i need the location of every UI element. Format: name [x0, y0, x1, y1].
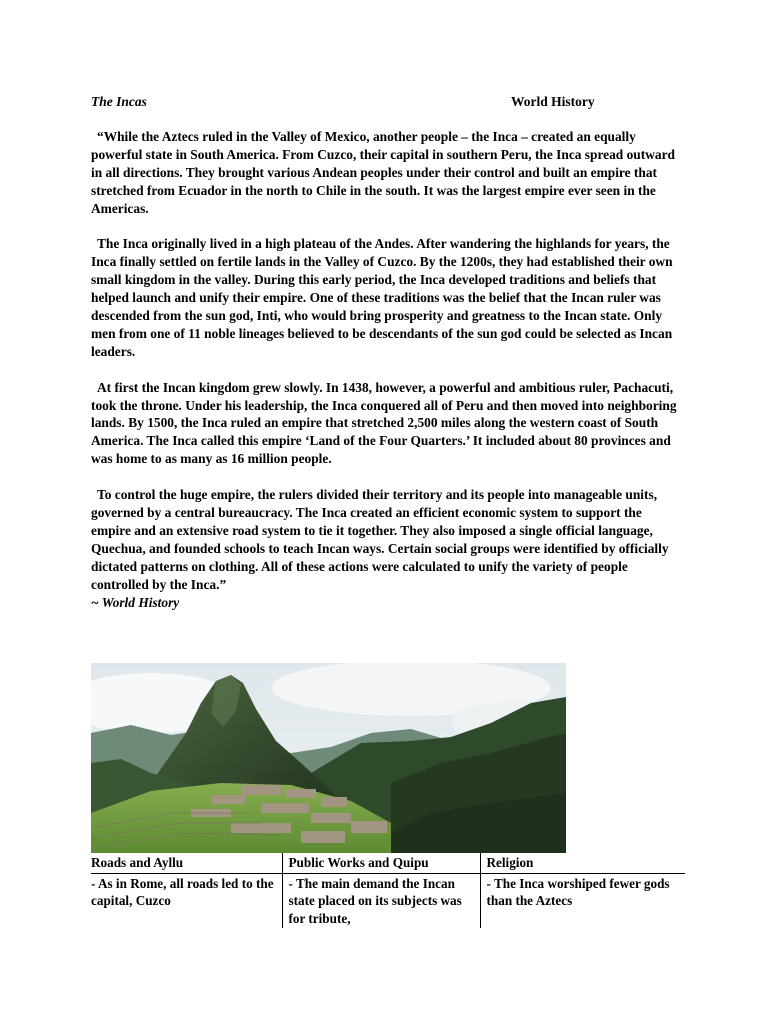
paragraph-3: At first the Incan kingdom grew slowly. In 1438, however, a powerful and ambitious ruler, Pachacuti, took the throne. Under his leadership, the Inca conquered all of Peru and then moved into neighboring lands. By 1500, the Inca ruled an empire that stretched 2,500 miles along the western coast of South America. The Inca called this empire ‘Land of the Four Quarters.’ It included about 80 provinces and was home to as many as 16 million people.: [91, 379, 677, 467]
machu-picchu-photo: [91, 663, 566, 853]
table-header-row: [91, 853, 685, 873]
cell-roads: - As in Rome, all roads led to the capital, Cuzco: [91, 875, 274, 908]
paragraph-1: “While the Aztecs ruled in the Valley of Mexico, another people – the Inca – created an equally powerful state in South America. From Cuzco, their capital in southern Peru, the Inca spread outward in all directions. They brought various Andean peoples under their control and built an empire that stretched from Ecuador in the north to Chile in the south. It was the largest empire ever seen in the Americas.: [91, 129, 675, 216]
header-public-works-and-quipu: Public Works and Quipu: [282, 853, 480, 873]
header-roads-and-ayllu: Roads and Ayllu: [91, 853, 282, 873]
header-religion: Religion: [480, 853, 685, 873]
paragraph-4: To control the huge empire, the rulers divided their territory and its people into manageable units, governed by a central bureaucracy. The Inca created an efficient economic system to support the empire and an extensive road system to tie it together. They also imposed a single official language, Quechua, and founded schools to teach Incan ways. Certain social groups were identified by officially dictated patterns on clothing. All of these actions were calculated to unify the variety of people controlled by the Inca.”: [91, 487, 669, 592]
table-row: [91, 873, 685, 928]
body-text: [91, 128, 683, 611]
topic-table: [91, 853, 685, 928]
paragraph-2: The Inca originally lived in a high plateau of the Andes. After wandering the highlands for years, the Inca finally settled on fertile lands in the Valley of Cuzco. By the 1200s, they had established their own small kingdom in the valley. During this early period, the Inca developed traditions and beliefs that helped launch and unify their empire. One of these traditions was the belief that the Incan ruler was descended from the sun god, Inti, who would bring prosperity and greatness to the Incan state. Only men from one of 11 noble lineages believed to be descendants of the sun god could be selected as Incan leaders.: [91, 236, 673, 359]
cell-religion: - The Inca worshiped fewer gods than the Aztecs: [480, 873, 685, 928]
document-title: The Incas: [91, 94, 147, 109]
cell-public-works: - The main demand the Incan state placed on its subjects was for tribute,: [282, 873, 480, 928]
course-name: World History: [511, 94, 595, 109]
attribution: ~ World History: [91, 594, 180, 610]
document-header: [91, 94, 691, 112]
